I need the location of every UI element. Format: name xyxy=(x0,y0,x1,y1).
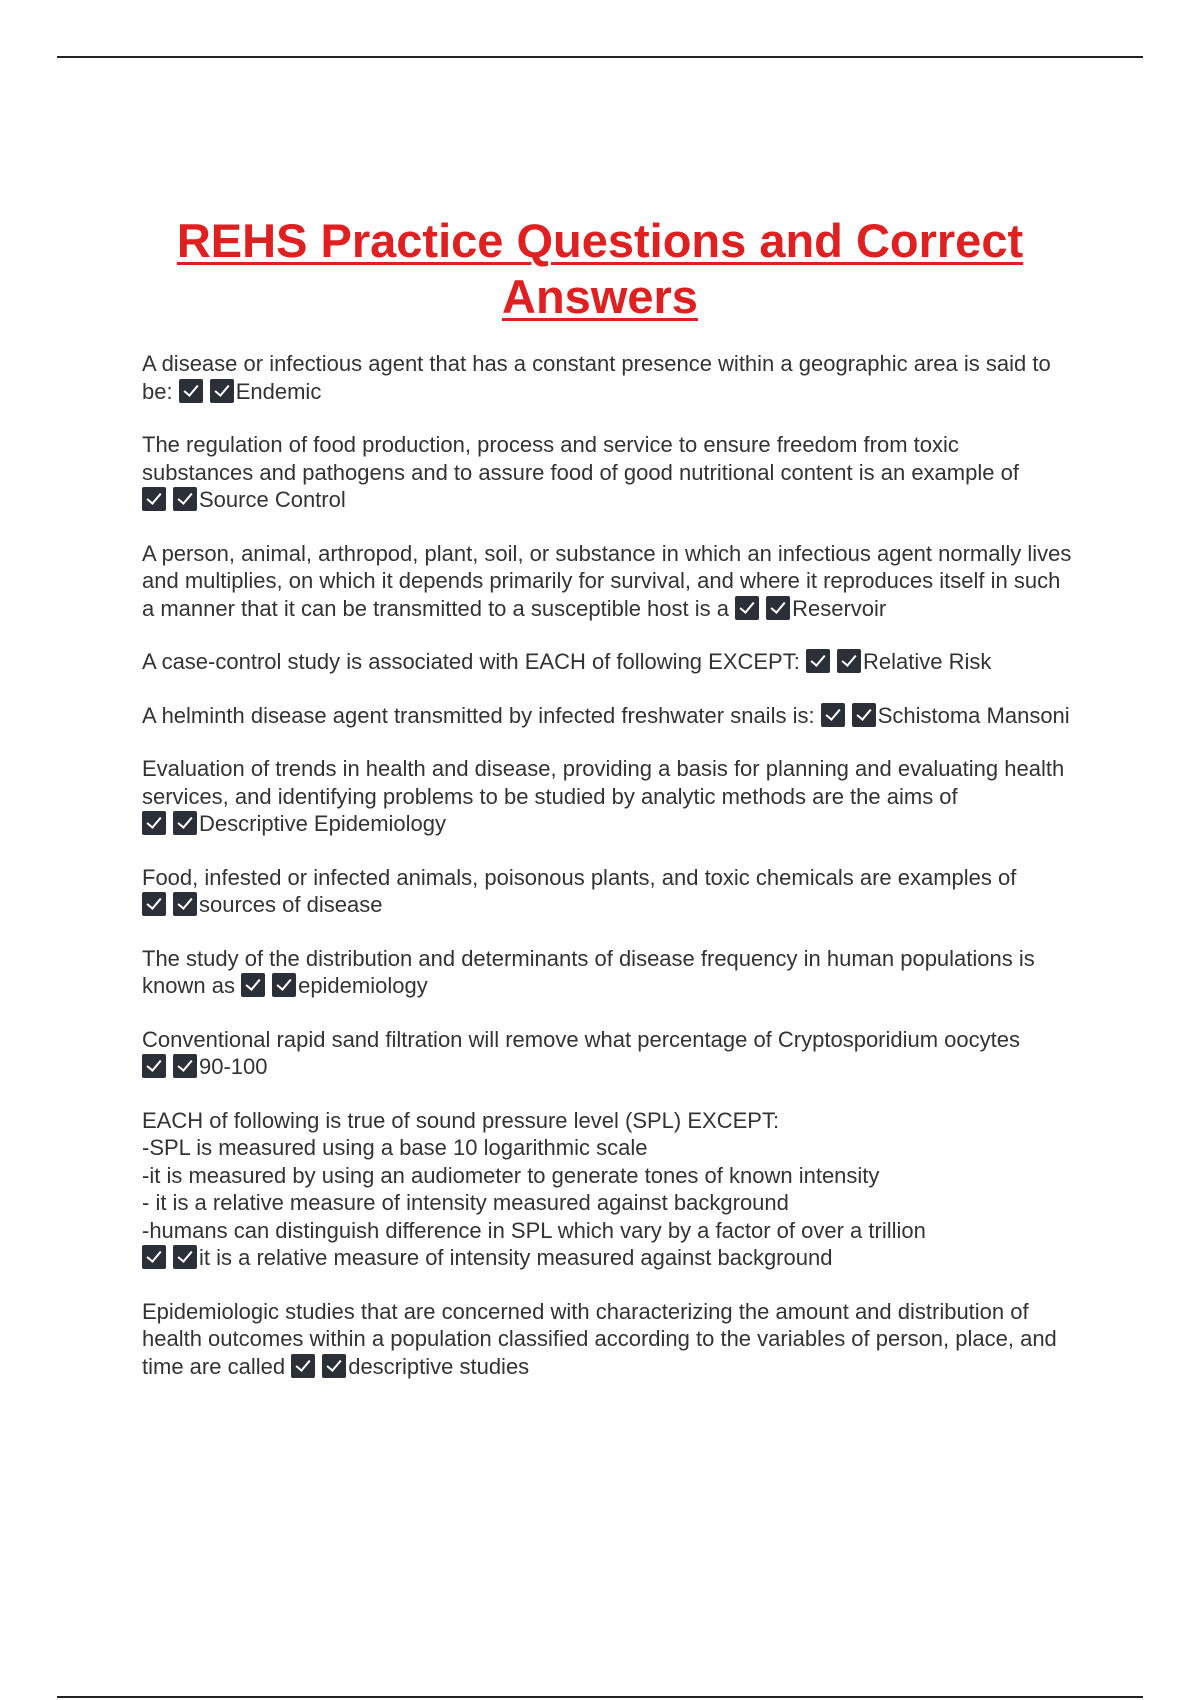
qa-item xyxy=(142,702,1072,730)
checkmark-icon xyxy=(210,379,234,403)
question-text: The regulation of food production, process and service to ensure freedom from toxic substances and pathogens and to assure food of good nutritional content is an example of xyxy=(142,432,1019,485)
qa-item xyxy=(142,1298,1072,1381)
checkmark-icon xyxy=(142,1245,166,1269)
page-bottom-rule xyxy=(57,1696,1143,1698)
answer-text: 90-100 xyxy=(199,1054,268,1079)
checkmark-icon xyxy=(821,703,845,727)
question-text: Evaluation of trends in health and disease, providing a basis for planning and evaluating health services, and identifying problems to be studied by analytic methods are the aims of xyxy=(142,756,1065,809)
checkmark-icon xyxy=(179,379,203,403)
question-text: The study of the distribution and determinants of disease frequency in human populations is known as xyxy=(142,945,1035,998)
answer-text: Descriptive Epidemiology xyxy=(199,811,446,836)
answer-text: Reservoir xyxy=(792,595,887,621)
qa-item xyxy=(142,1026,1072,1081)
question-text: A person, animal, arthropod, plant, soil, or substance in which an infectious agent normally lives and multiplies, on which it depends primarily for survival, and where it reproduces itself in such a manner that it can be transmitted to a susceptible host is a xyxy=(142,540,1072,621)
checkmark-icon xyxy=(806,649,830,673)
qa-item xyxy=(142,540,1072,623)
question-text: A helminth disease agent transmitted by infected freshwater snails is: xyxy=(142,702,815,728)
question-text: A disease or infectious agent that has a constant presence within a geographic area is said to be: xyxy=(142,351,1051,404)
answer-text: epidemiology xyxy=(298,973,428,998)
checkmark-icon xyxy=(173,1054,197,1078)
qa-item xyxy=(142,1107,1072,1272)
page-top-rule xyxy=(57,56,1143,58)
qa-item xyxy=(142,431,1072,514)
qa-item xyxy=(142,864,1072,919)
question-text: Conventional rapid sand filtration will remove what percentage of Cryptosporidium oocytes xyxy=(142,1026,1021,1052)
checkmark-icon xyxy=(852,703,876,727)
checkmark-icon xyxy=(322,1354,346,1378)
checkmark-icon xyxy=(142,487,166,511)
answer-text: descriptive studies xyxy=(348,1353,530,1379)
checkmark-icon xyxy=(272,973,296,997)
qa-list xyxy=(142,350,1072,1406)
qa-item xyxy=(142,648,1072,676)
question-text: EACH of following is true of sound pressure level (SPL) EXCEPT: -SPL is measured using a base 10 logarithmic scale -it is measured by using an audiometer to generate tones of known intensity - it is a relative measure of intensity measured against background -humans can distinguish difference in SPL which vary by a factor of over a trillion xyxy=(142,1107,926,1243)
checkmark-icon xyxy=(142,1054,166,1078)
answer-text: Schistoma Mansoni xyxy=(877,702,1070,728)
checkmark-icon xyxy=(735,596,759,620)
answer-text: sources of disease xyxy=(199,892,383,917)
answer-text: it is a relative measure of intensity measured against background xyxy=(199,1245,833,1270)
checkmark-icon xyxy=(173,811,197,835)
qa-item xyxy=(142,350,1072,405)
checkmark-icon xyxy=(173,892,197,916)
checkmark-icon xyxy=(291,1354,315,1378)
qa-item xyxy=(142,755,1072,838)
checkmark-icon xyxy=(142,892,166,916)
checkmark-icon xyxy=(173,1245,197,1269)
question-text: A case-control study is associated with EACH of following EXCEPT: xyxy=(142,649,800,674)
checkmark-icon xyxy=(837,649,861,673)
answer-text: Endemic xyxy=(235,378,322,404)
checkmark-icon xyxy=(173,487,197,511)
document-title: REHS Practice Questions and Correct Answers xyxy=(176,214,1024,323)
checkmark-icon xyxy=(241,973,265,997)
checkmark-icon xyxy=(766,596,790,620)
question-text: Epidemiologic studies that are concerned with characterizing the amount and distribution of health outcomes within a population classified according to the variables of person, place, and time are called xyxy=(142,1298,1057,1379)
answer-text: Relative Risk xyxy=(862,649,992,674)
question-text: Food, infested or infected animals, poisonous plants, and toxic chemicals are examples of xyxy=(142,864,1017,890)
checkmark-icon xyxy=(142,811,166,835)
answer-text: Source Control xyxy=(199,487,346,512)
qa-item xyxy=(142,945,1072,1000)
